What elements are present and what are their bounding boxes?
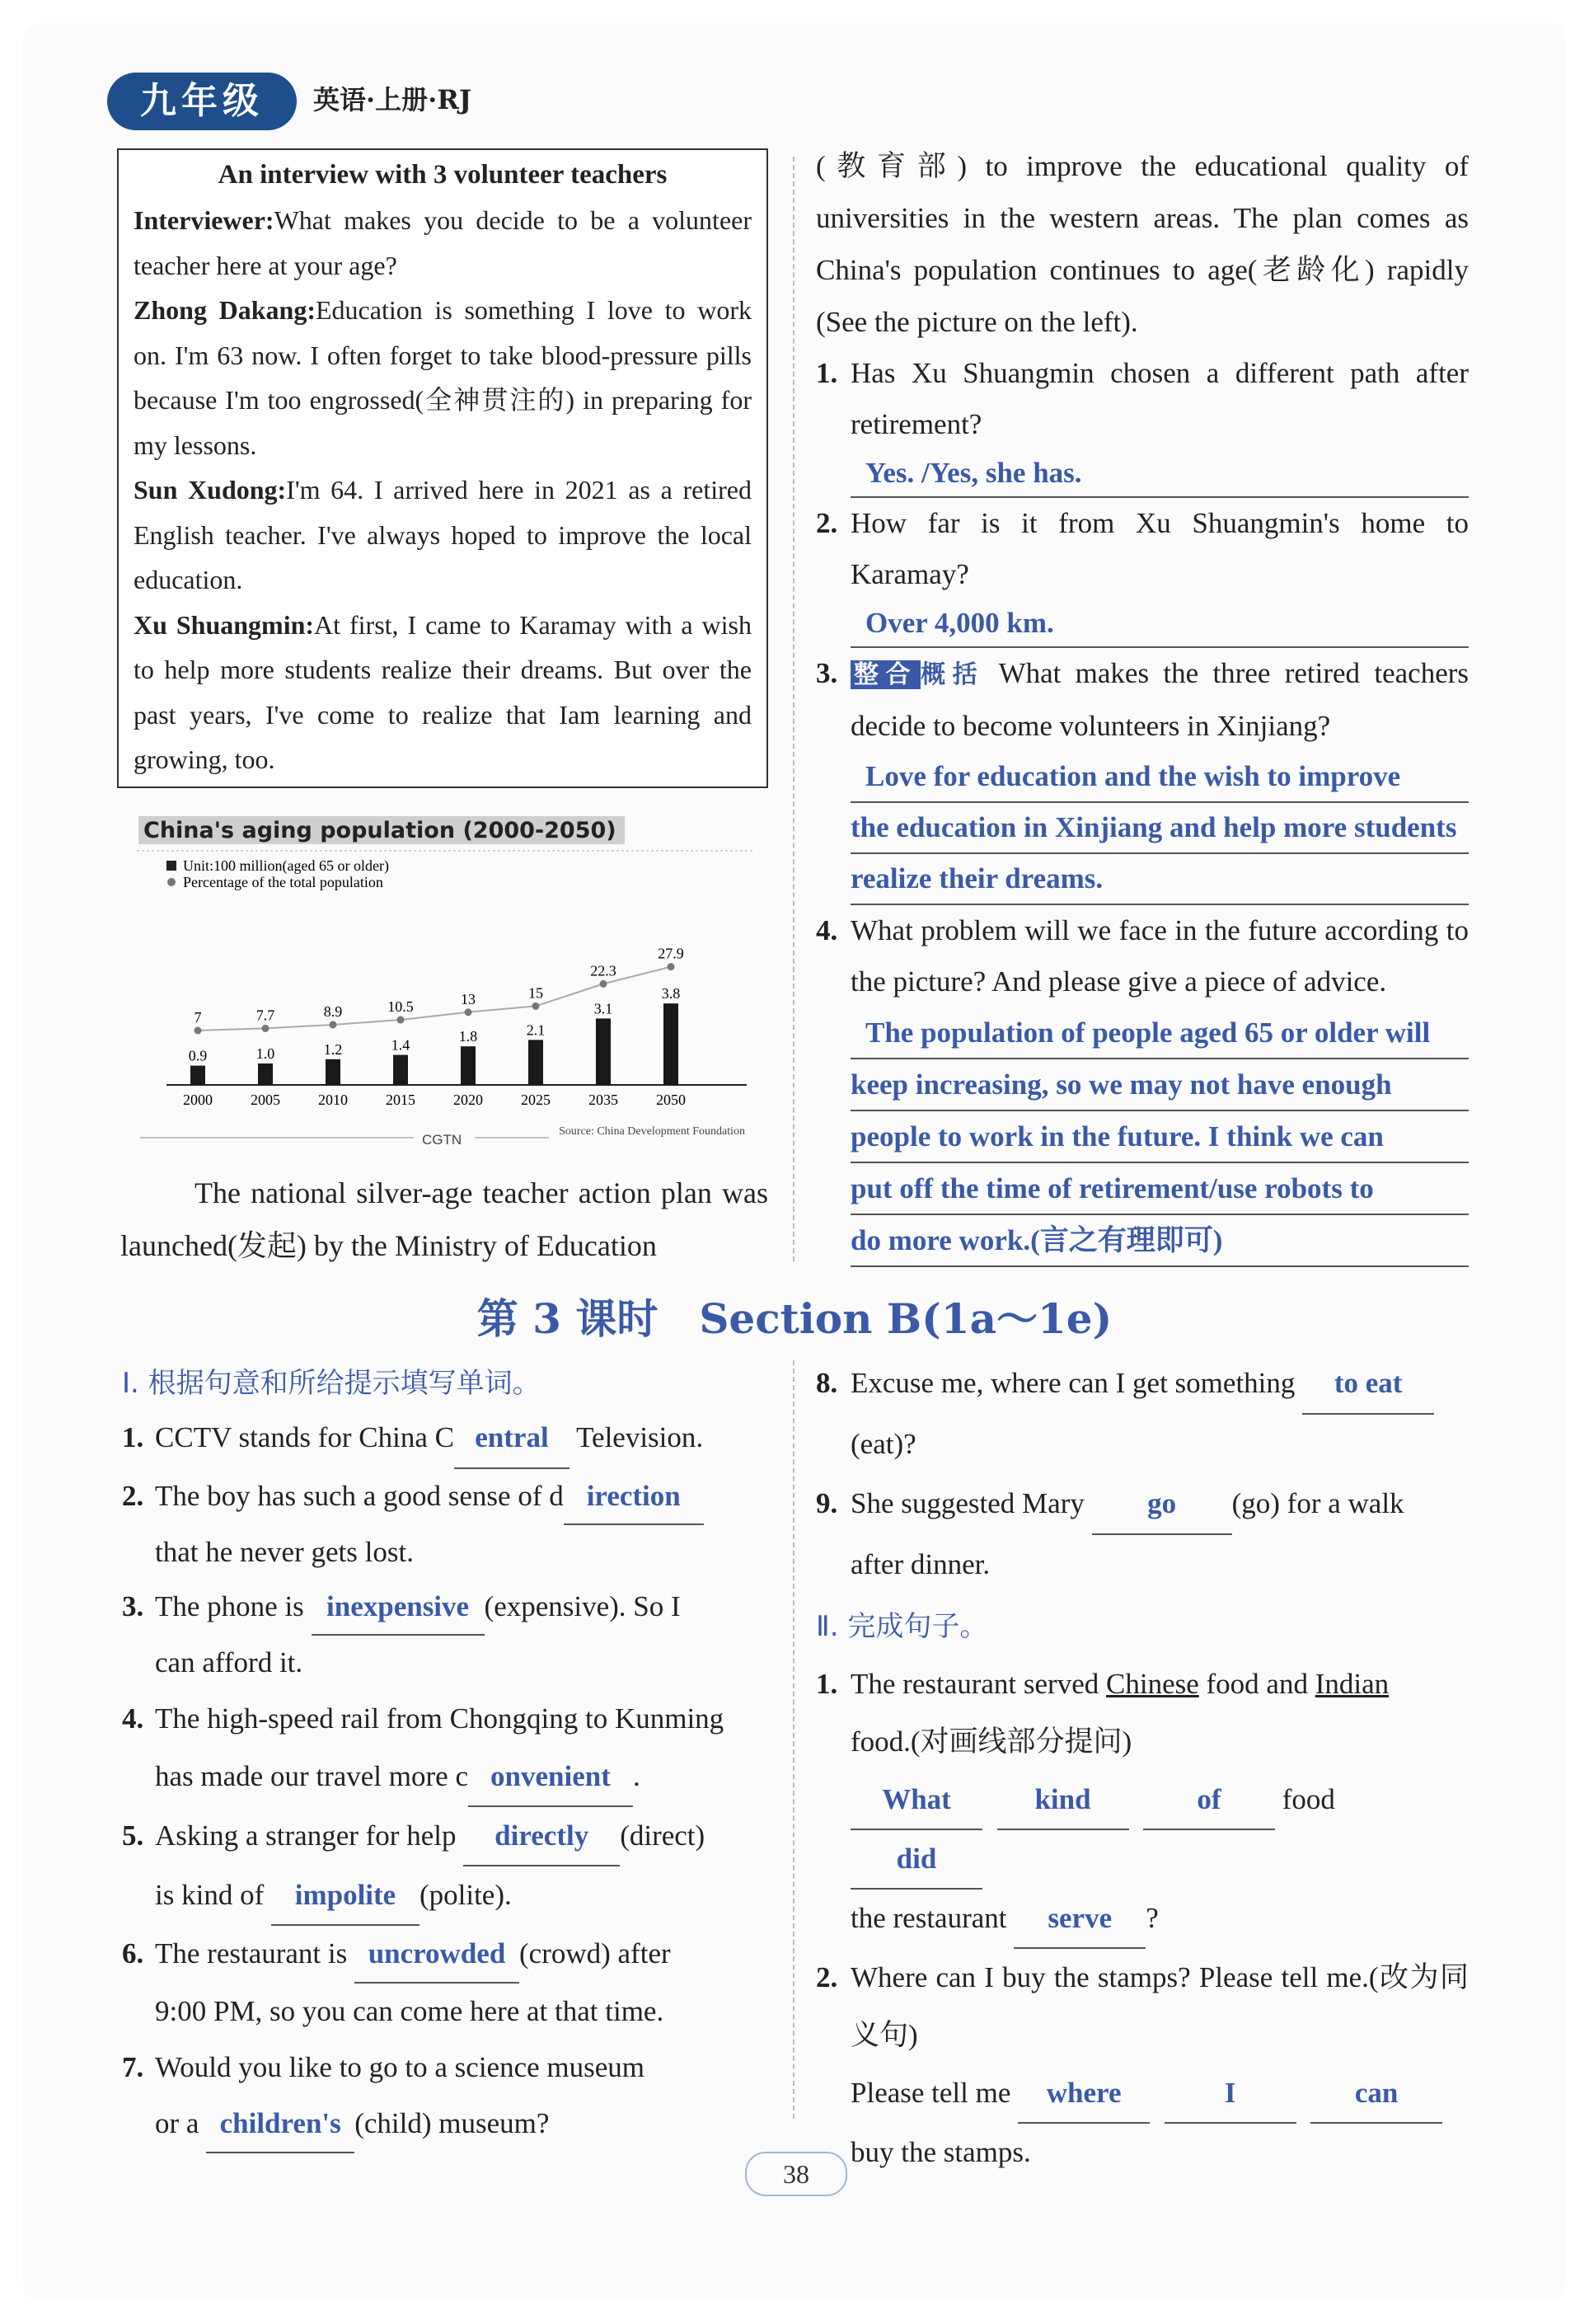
part1-item-1: 1. CCTV stands for China C entral Television.: [122, 1408, 770, 1469]
legend-bar-swatch: [166, 861, 176, 871]
line-label-2015: 10.5: [387, 998, 414, 1016]
fill-blank[interactable]: kind: [997, 1771, 1129, 1830]
chart: [137, 808, 755, 1154]
question-text: Has Xu Shuangmin chosen a different path after retirement?: [851, 357, 1469, 440]
answer-line: put off the time of retirement/use robots to: [851, 1163, 1469, 1215]
part1-item-5: 5. Asking a stranger for help directly (direct) is kind of impolite (polite).: [122, 1807, 770, 1926]
legend-line-swatch: [167, 878, 176, 886]
answer-line: do more work.(言之有理即可): [851, 1215, 1469, 1267]
fill-blank[interactable]: irection: [564, 1469, 704, 1525]
line-point-2010: [330, 1021, 337, 1028]
tag-integrate: 整合: [851, 660, 921, 689]
part1-heading: Ⅰ. 根据句意和所给提示填写单词。: [122, 1367, 541, 1400]
bar-label-2000: 0.9: [188, 1047, 208, 1064]
column-divider-lower: [793, 1360, 794, 2119]
interview-box: [117, 148, 768, 788]
line-label-2025: 15: [528, 984, 543, 1002]
grade-badge: 九年级: [107, 73, 297, 130]
chart-source-right: Source: China Development Foundation: [559, 1125, 745, 1138]
fill-blank[interactable]: go: [1092, 1474, 1232, 1535]
bar-label-2020: 1.8: [458, 1028, 478, 1045]
chart-title: China's aging population (2000-2050): [143, 818, 616, 843]
bar-2010: [326, 1059, 340, 1085]
interview-item: Xu Shuangmin:At first, I came to Karamay with a wish to help more students realize their dreams. But over the past years, I've come to realize that Iam learning and growing, too.: [134, 609, 752, 774]
x-tick-2020: 2020: [453, 1092, 483, 1108]
x-tick-2015: 2015: [386, 1092, 415, 1108]
fill-blank[interactable]: onvenient: [468, 1748, 633, 1807]
question-text: How far is it from Xu Shuangmin's home to Karamay?: [851, 507, 1469, 590]
part2-question-2: 2. Where can I buy the stamps? Please tell me.(改为同义句) Please tell me where I can buy the stamps.: [816, 1961, 1469, 2168]
interview-item: Interviewer:What makes you decide to be a volunteer teacher here at your age?: [134, 205, 752, 280]
x-tick-2025: 2025: [521, 1092, 551, 1108]
line-point-2050: [668, 963, 675, 970]
answer-line: keep increasing, so we may not have enough: [851, 1059, 1469, 1111]
fill-blank[interactable]: children's: [206, 2096, 354, 2153]
fill-blank[interactable]: uncrowded: [354, 1926, 519, 1984]
fill-blank[interactable]: can: [1310, 2064, 1442, 2124]
interview-body: [134, 198, 752, 782]
part1-right: [816, 1354, 1469, 2181]
x-tick-2035: 2035: [588, 1092, 618, 1108]
header-subtitle: 英语·上册·RJ: [313, 84, 472, 115]
fill-blank[interactable]: serve: [1014, 1890, 1146, 1949]
answer-line: the education in Xinjiang and help more students: [851, 803, 1469, 854]
x-tick-2050: 2050: [656, 1092, 686, 1108]
question-number: 4.: [816, 914, 838, 946]
part2-heading: Ⅱ. 完成句子。: [816, 1610, 988, 1643]
legend-line-label: Percentage of the total population: [183, 874, 383, 890]
chart-source-left: CGTN: [422, 1132, 462, 1148]
question-number: 3.: [816, 657, 838, 689]
question-text: What problem will we face in the future according to the picture? And please give a piece of advice.: [851, 914, 1469, 998]
line-point-2015: [397, 1016, 405, 1024]
line-point-2035: [600, 980, 607, 988]
part1-item-8: 8. Excuse me, where can I get something to eat (eat)?: [816, 1354, 1469, 1474]
bar-label-2050: 3.8: [661, 985, 681, 1002]
passage-left: The national silver-age teacher action plan was launched(发起) by the Ministry of Education: [120, 1176, 768, 1262]
fill-blank[interactable]: inexpensive: [312, 1580, 485, 1636]
chart-svg: [137, 808, 755, 1154]
line-point-2005: [262, 1025, 270, 1032]
line-label-2005: 7.7: [255, 1007, 275, 1024]
line-label-2050: 27.9: [658, 945, 684, 962]
question-1: [816, 348, 1469, 498]
bar-2015: [393, 1055, 408, 1085]
bar-2035: [596, 1018, 611, 1085]
tag-summarize: 概括: [921, 660, 985, 689]
bar-2020: [461, 1046, 476, 1085]
answer-line: Yes. /Yes, she has.: [851, 450, 1469, 498]
fill-blank[interactable]: What: [851, 1771, 982, 1830]
line-point-2000: [195, 1027, 202, 1035]
answer-line: Love for education and the wish to improve: [851, 752, 1469, 803]
line-label-2020: 13: [461, 990, 476, 1007]
fill-blank[interactable]: I: [1165, 2064, 1296, 2124]
part1-item-3: 3. The phone is inexpensive (expensive). So I can afford it.: [122, 1580, 770, 1690]
line-label-2010: 8.9: [323, 1002, 343, 1020]
column-divider: [793, 157, 794, 1261]
bar-label-2005: 1.0: [255, 1045, 275, 1062]
answer-line: Over 4,000 km.: [851, 600, 1469, 648]
bar-label-2010: 1.2: [323, 1040, 343, 1058]
page-number: 38: [745, 2152, 847, 2196]
fill-blank[interactable]: did: [851, 1830, 982, 1890]
question-2: [816, 498, 1469, 648]
part1-item-7: 7. Would you like to go to a science museum or a children's (child) museum?: [122, 2040, 770, 2153]
bar-label-2035: 3.1: [593, 1000, 613, 1017]
fill-blank[interactable]: directly: [463, 1807, 620, 1866]
x-tick-2005: 2005: [251, 1092, 280, 1108]
fill-blank[interactable]: to eat: [1302, 1354, 1434, 1415]
x-tick-2010: 2010: [318, 1092, 348, 1108]
part1-item-2: 2. The boy has such a good sense of d irection that he never gets lost.: [122, 1469, 770, 1580]
fill-blank[interactable]: where: [1018, 2064, 1150, 2124]
fill-blank[interactable]: of: [1143, 1771, 1275, 1830]
question-number: 1.: [816, 357, 838, 389]
line-label-2035: 22.3: [590, 962, 616, 979]
question-number: 2.: [816, 507, 838, 539]
question-4: [816, 905, 1469, 1267]
passage-right: (教育部) to improve the educational quality of universities in the western areas. The plan comes as China's population continues to age(老龄化) rapidly (See the picture on the left).: [816, 150, 1469, 338]
question-text: What makes the three retired teachers decide to become volunteers in Xinjiang?: [851, 657, 1469, 742]
line-label-2000: 7: [194, 1009, 202, 1026]
answer-line: The population of people aged 65 or older will: [851, 1007, 1469, 1059]
part1-item-6: 6. The restaurant is uncrowded (crowd) after 9:00 PM, so you can come here at that time.: [122, 1926, 770, 2040]
bar-label-2025: 2.1: [526, 1021, 546, 1039]
answer-line: realize their dreams.: [851, 854, 1469, 905]
part1-left: [122, 1359, 770, 2153]
bar-2025: [528, 1040, 543, 1085]
line-point-2025: [532, 1002, 540, 1010]
fill-blank[interactable]: impolite: [271, 1866, 420, 1926]
legend-bar-label: Unit:100 million(aged 65 or older): [183, 857, 389, 874]
line-point-2020: [465, 1008, 472, 1016]
bar-2000: [190, 1066, 205, 1085]
bar-label-2015: 1.4: [391, 1036, 410, 1054]
part1-item-4: 4. The high-speed rail from Chongqing to Kunming has made our travel more c onvenient .: [122, 1690, 770, 1807]
interview-item: Zhong Dakang:Education is something I love to work on. I'm 63 now. I often forget to take blood-pressure pills because I'm too engrossed(全神贯注的) in preparing for my lessons.: [134, 295, 752, 460]
fill-blank[interactable]: entral: [454, 1408, 570, 1469]
chart-marks: [183, 946, 686, 1108]
question-3: [816, 648, 1469, 905]
part2-question-1: 1. The restaurant served Chinese food and Indian food.(对画线部分提问) What kind of food did the restaurant serve ?: [816, 1655, 1469, 1949]
x-tick-2000: 2000: [183, 1092, 213, 1108]
section-title: 第 3 课时 Section B(1a～1e): [476, 1294, 1113, 1343]
interview-item: Sun Xudong:I'm 64. I arrived here in 2021 as a retired English teacher. I've always hoped to improve the local education.: [134, 475, 752, 594]
part1-item-9: 9. She suggested Mary go (go) for a walk after dinner.: [816, 1474, 1469, 1594]
right-column: [816, 140, 1469, 1267]
answer-line: people to work in the future. I think we can: [851, 1111, 1469, 1163]
bar-2005: [258, 1063, 273, 1085]
bar-2050: [663, 1003, 678, 1085]
interview-title: An interview with 3 volunteer teachers: [218, 160, 668, 190]
